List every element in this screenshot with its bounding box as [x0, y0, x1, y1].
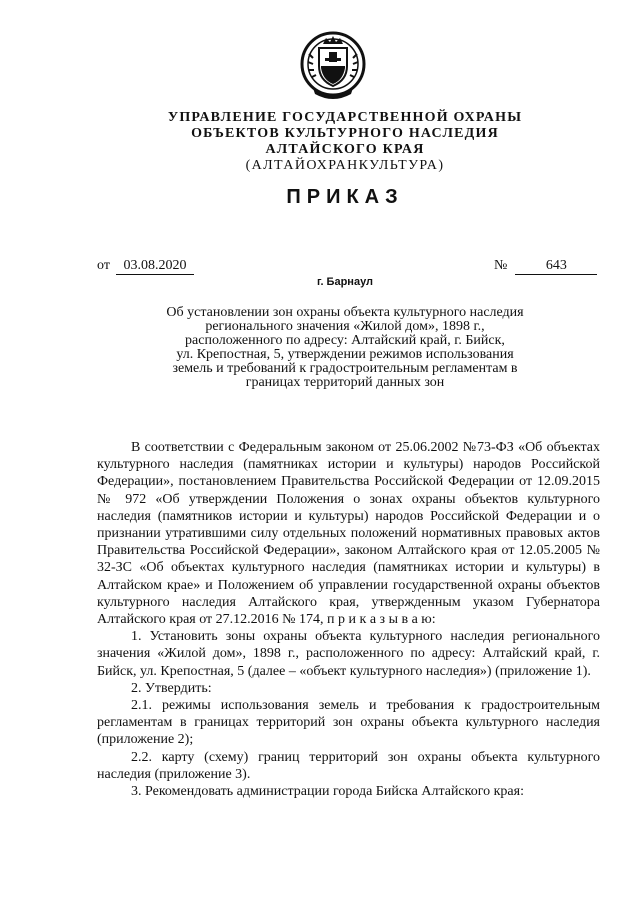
subject-line-2: регионального значения «Жилой дом», 1898 г.,	[205, 319, 485, 334]
document-body	[97, 439, 600, 800]
item-2-1: 2.1. режимы использования земель и требования к градостроительным регламентам в границах территорий зон охраны объекта культурного наследия (приложение 2);	[97, 698, 600, 748]
document-type-title: ПРИКАЗ	[286, 186, 404, 208]
org-name-line-3: АЛТАЙСКОГО КРАЯ	[265, 142, 425, 157]
subject-line-6: границах территорий данных зон	[245, 375, 445, 390]
item-2-2: 2.2. карту (схему) границ территорий зон охраны объекта культурного наследия (приложение 3).	[97, 749, 600, 782]
subject-line-5: земель и требований к градостроительным регламентам в	[172, 361, 518, 376]
number-value: 643	[515, 258, 597, 275]
org-name-line-2: ОБЪЕКТОВ КУЛЬТУРНОГО НАСЛЕДИЯ	[191, 126, 499, 141]
subject-line-1: Об установлении зон охраны объекта культурного наследия	[166, 305, 524, 320]
coat-of-arms-icon	[299, 30, 367, 102]
number-prefix: №	[494, 258, 508, 273]
subject-line-3: расположенного по адресу: Алтайский край, г. Бийск,	[185, 333, 505, 348]
item-1: 1. Установить зоны охраны объекта культурного наследия регионального значения «Жилой дом», 1898 г., расположенного по адресу: Алтайский край, г. Бийск, ул. Крепостная, 5 (далее – «объект культурного наследия») (приложение 1).	[97, 629, 600, 679]
order-number	[494, 258, 597, 275]
org-name-line-1: УПРАВЛЕНИЕ ГОСУДАРСТВЕННОЙ ОХРАНЫ	[167, 110, 523, 125]
org-short-name: (АЛТАЙОХРАНКУЛЬТУРА)	[245, 158, 445, 173]
city: г. Барнаул	[316, 276, 374, 288]
date-prefix: от	[97, 258, 110, 273]
date-value: 03.08.2020	[116, 258, 194, 275]
order-date	[97, 258, 194, 275]
preamble-paragraph: В соответствии с Федеральным законом от 25.06.2002 №73-ФЗ «Об объектах культурного наследия (памятниках истории и культуры) народов Российской Федерации», постановлением Правительства Российской Федерации от 12.09.2015 № 972 «Об утверждении Положения о зонах охраны объектов культурного наследия (памятников истории и культуры) народов Российской Федерации и о признании утратившими силу отдельных положений нормативных правовых актов Правительства Российской Федерации», законом Алтайского края от 12.05.2005 № 32-ЗС «Об объектах культурного наследия (памятниках истории и культуры) в Алтайском крае» и Положением об управлении государственной охраны объектов культурного наследия Алтайского края, утвержденным указом Губернатора Алтайского края от 27.12.2016 № 174, п р и к а з ы в а ю:	[97, 440, 600, 628]
item-2: 2. Утвердить:	[131, 680, 212, 696]
subject-line-4: ул. Крепостная, 5, утверждении режимов использования	[176, 347, 514, 362]
item-3: 3. Рекомендовать администрации города Бийска Алтайского края:	[131, 784, 524, 800]
